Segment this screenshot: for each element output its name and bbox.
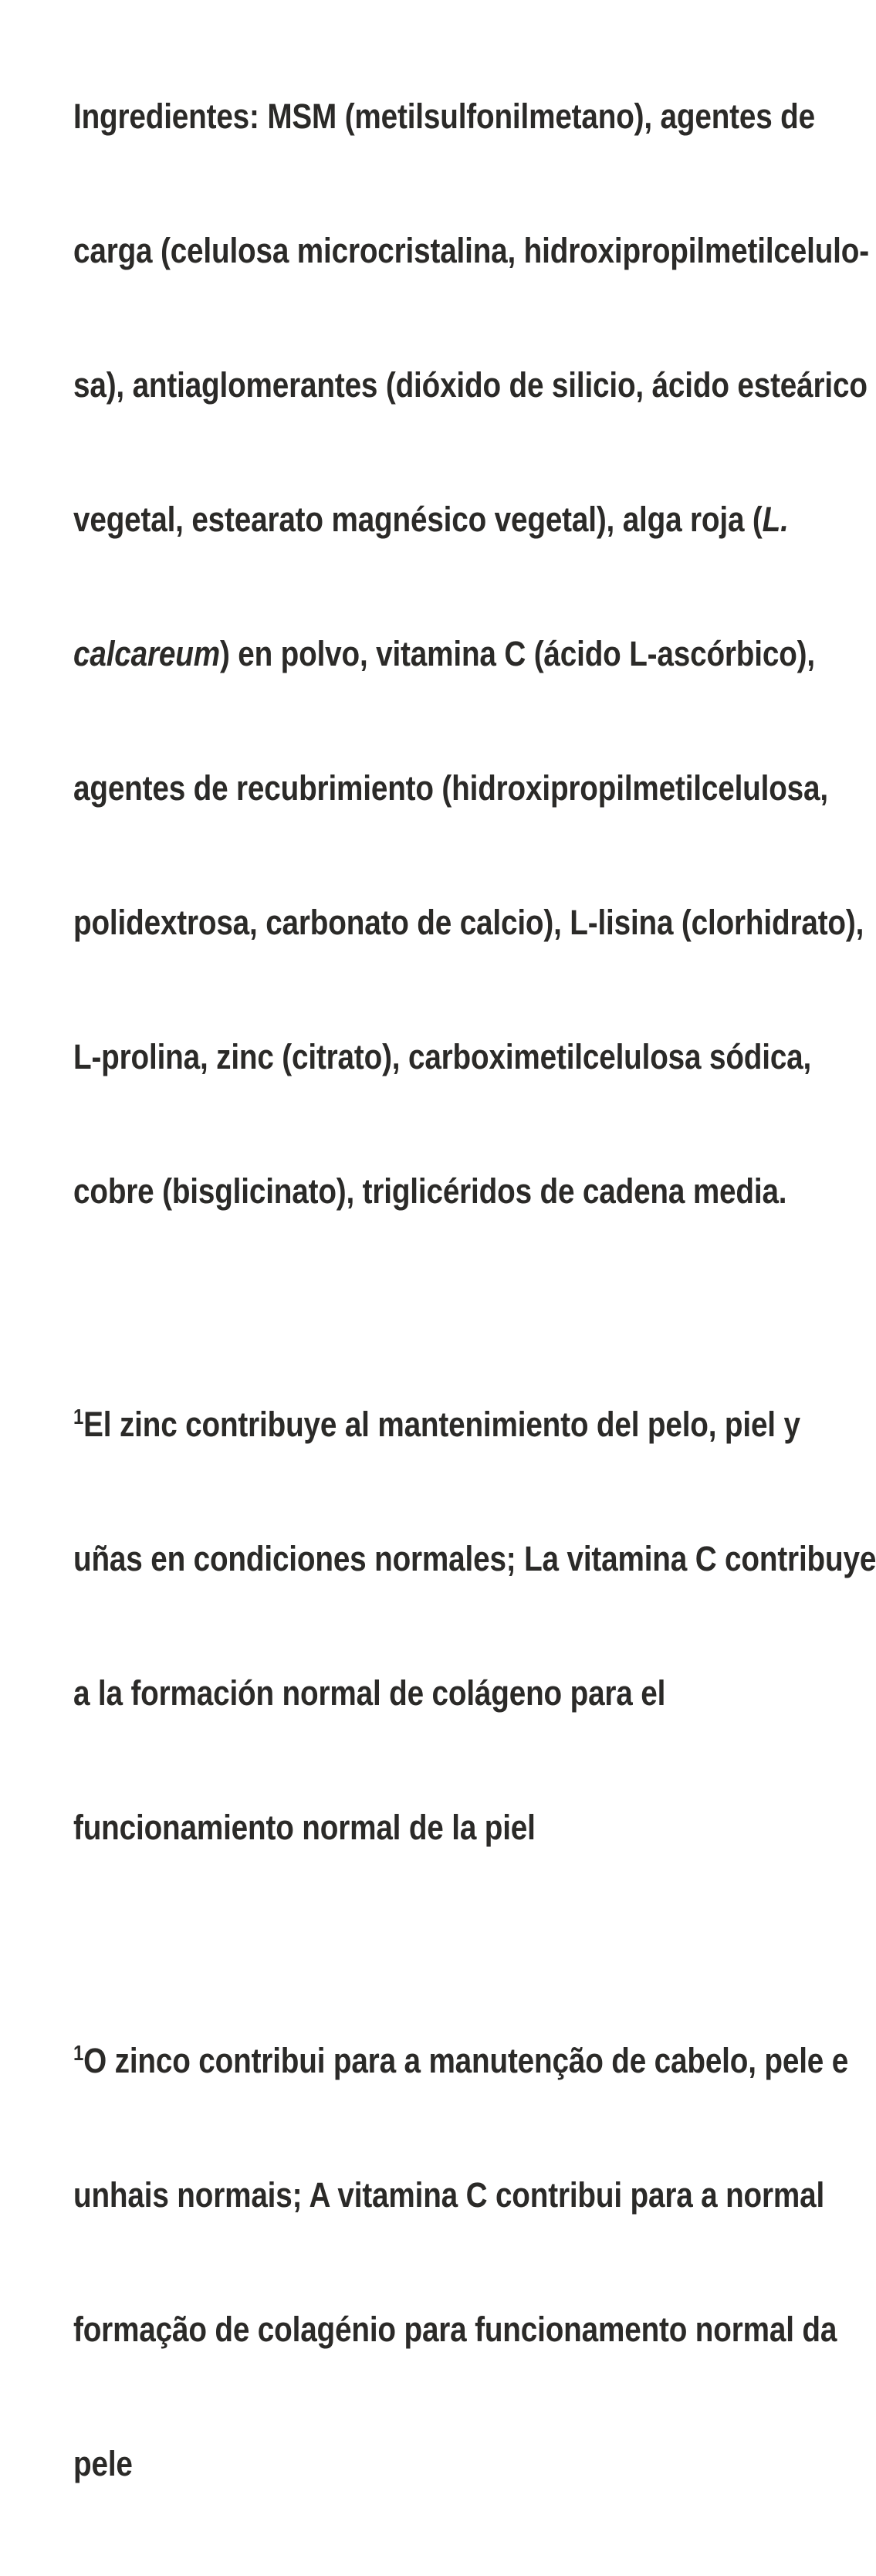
claim-es-line-3: a la formación normal de colágeno para el: [73, 1673, 666, 1713]
ingredients-line-8: L-prolina, zinc (citrato), carboximetilcelulosa sódica,: [73, 1037, 812, 1076]
claim-pt-line-2: unhais normais; A vitamina C contribui para a normal: [73, 2175, 825, 2215]
ingredients-line-2: carga (celulosa microcristalina, hidroxipropilmetilcelulo-: [73, 231, 869, 270]
claim-pt-line-1: [73, 2039, 849, 2083]
ingredients-paragraph: [73, 0, 869, 1303]
ingredients-heading: Ingredientes:: [73, 97, 259, 136]
claim-pt-line-4: pele: [73, 2444, 133, 2483]
claim-es-line-1-text: El zinc contribuye al mantenimiento del pelo, piel y: [83, 1405, 800, 1444]
species-epithet: calcareum: [73, 634, 220, 673]
ingredients-line-4-text: vegetal, estearato magnésico vegetal), alga roja (: [73, 500, 763, 539]
claim-es-line-1: [73, 1402, 800, 1447]
ingredients-line-3: sa), antiaglomerantes (dióxido de silicio, ácido esteárico: [73, 365, 868, 405]
health-claim-portuguese-paragraph: [73, 1940, 849, 2576]
ingredients-line-1: [73, 94, 816, 139]
ingredients-line-5-text: ) en polvo, vitamina C (ácido L-ascórbico),: [219, 634, 815, 673]
ingredients-line-4: [73, 497, 789, 542]
ingredients-line-1-text: MSM (metilsulfonilmetano), agentes de: [259, 97, 816, 136]
ingredients-line-5: [73, 632, 815, 676]
claim-es-line-2: uñas en condiciones normales; La vitamina C contribuye: [73, 1539, 876, 1578]
footnote-marker-pt: 1: [73, 2041, 84, 2065]
claim-pt-line-3: formação de colagénio para funcionamento normal da: [73, 2310, 837, 2349]
ingredients-line-6: agentes de recubrimiento (hidroxipropilmetilcelulosa,: [73, 768, 828, 808]
claim-es-line-4: funcionamiento normal de la piel: [73, 1808, 536, 1847]
species-genus-abbrev: L.: [762, 500, 789, 539]
footnote-marker-es: 1: [73, 1405, 84, 1429]
health-claim-spanish-paragraph: [73, 1303, 876, 1940]
claim-pt-line-1-text: O zinco contribui para a manutenção de cabelo, pele e: [83, 2041, 849, 2080]
ingredients-line-9: cobre (bisglicinato), triglicéridos de cadena media.: [73, 1171, 787, 1211]
ingredients-line-7: polidextrosa, carbonato de calcio), L-lisina (clorhidrato),: [73, 903, 864, 942]
